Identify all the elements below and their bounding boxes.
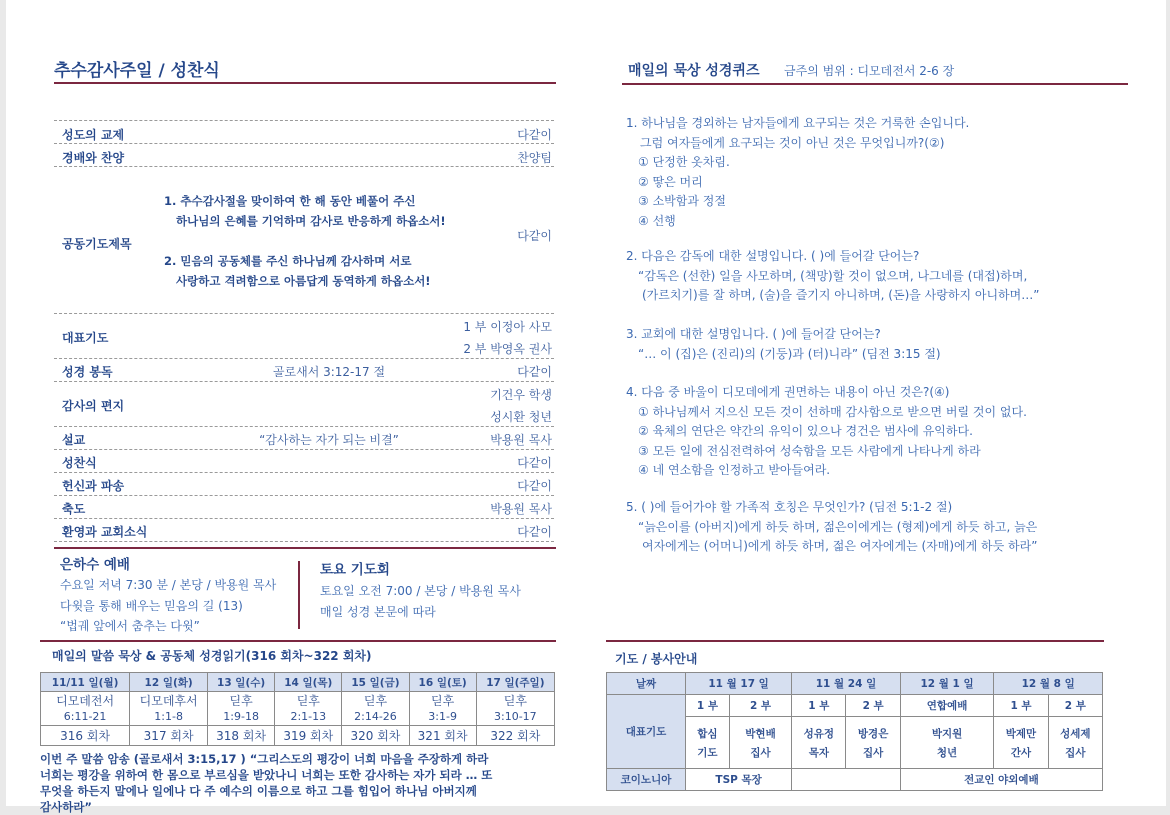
round-cell: 318 회차 bbox=[208, 725, 275, 745]
leader-role: 간사 bbox=[1010, 746, 1032, 759]
date-cell: 12 월 1 일 bbox=[900, 673, 994, 695]
leader-cell bbox=[792, 717, 846, 769]
quiz-line: ② 육체의 연단은 약간의 유익이 있으나 경건은 범사에 유익하다. bbox=[638, 424, 973, 438]
order-leader: 박용원 목사 bbox=[490, 433, 552, 447]
order-label: 감사의 편지 bbox=[62, 399, 125, 413]
service-cell: 1 부 bbox=[792, 695, 846, 717]
order-leader: 2 부 박영옥 권사 bbox=[463, 342, 552, 356]
order-label: 대표기도 bbox=[62, 331, 109, 345]
table-row bbox=[41, 692, 555, 710]
quiz-line: 5. ( )에 들어가야 할 가족적 호칭은 무엇인가? (딤전 5:1-2 절) bbox=[626, 500, 953, 514]
sermon-title: “감사하는 자가 되는 비결” bbox=[259, 433, 399, 447]
quiz-line: 3. 교회에 대한 설명입니다. ( )에 들어갈 단어는? bbox=[626, 327, 881, 341]
book-cell: 딛후 bbox=[208, 692, 275, 710]
quiz-line: 4. 다음 중 바울이 디모데에게 권면하는 내용이 아닌 것은?(④) bbox=[626, 385, 950, 399]
order-label: 성경 봉독 bbox=[62, 365, 113, 379]
prayer-schedule-table bbox=[606, 672, 1103, 791]
book-cell: 딛후 bbox=[342, 692, 409, 710]
order-leader: 기건우 학생 bbox=[490, 388, 552, 402]
leader-name: 박현배 bbox=[745, 727, 776, 740]
quiz-line: ④ 선행 bbox=[638, 213, 676, 228]
memory-verse-line: 이번 주 말씀 암송 (골로새서 3:15,17 ) “그리스도의 평강이 너희 마음을 주장하게 하라 bbox=[40, 752, 489, 766]
leader-name: 성유정 bbox=[803, 727, 835, 740]
order-label: 설교 bbox=[62, 433, 86, 447]
saturday-line: 매일 성경 본문에 따라 bbox=[320, 605, 436, 619]
round-cell: 319 회차 bbox=[275, 725, 342, 745]
vertical-divider bbox=[298, 561, 300, 629]
saturday-title: 토요 기도회 bbox=[320, 562, 390, 578]
range-cell: 2:1-13 bbox=[275, 709, 342, 725]
order-row bbox=[54, 496, 554, 519]
quiz-line: (가르치기)를 잘 하며, (술)을 즐기지 아니하며, (돈)을 사랑하지 아니하며…” bbox=[642, 288, 1040, 302]
round-cell: 322 회차 bbox=[476, 725, 554, 745]
date-cell: 12 월 8 일 bbox=[994, 673, 1103, 695]
quiz-line: ③ 모든 일에 전심전력하여 성숙함을 모든 사람에게 나타나게 하라 bbox=[638, 443, 981, 458]
leader-name: 성세제 bbox=[1060, 727, 1091, 740]
round-cell: 316 회차 bbox=[41, 725, 130, 745]
quiz-line: 여자에게는 (어머니)에게 하듯 하며, 젊은 여자에게는 (자매)에게 하듯 하라” bbox=[642, 539, 1038, 553]
service-cell: 2 부 bbox=[846, 695, 900, 717]
leader-cell bbox=[846, 717, 900, 769]
book-cell: 디모데전서 bbox=[41, 692, 130, 710]
range-cell: 1:1-8 bbox=[130, 709, 208, 725]
leader-name: 합심 bbox=[697, 727, 718, 740]
quiz-line: ② 땋은 머리 bbox=[638, 174, 703, 189]
order-leader: 다같이 bbox=[517, 479, 552, 493]
prayer-topic-line: 2. 믿음의 공동체를 주신 하나님께 감사하며 서로 bbox=[164, 254, 412, 268]
order-row bbox=[54, 382, 554, 427]
leader-role: 청년 bbox=[936, 746, 958, 759]
quiz-line: ③ 소박함과 정절 bbox=[638, 194, 726, 208]
leader-name: 방경은 bbox=[857, 727, 889, 740]
quiz-line: 1. 하나님을 경외하는 남자들에게 요구되는 것은 거룩한 손입니다. bbox=[626, 116, 970, 130]
wednesday-line: 수요일 저녁 7:30 분 / 본당 / 박용원 목사 bbox=[60, 578, 277, 592]
leader-role: 목자 bbox=[808, 746, 829, 759]
page-title: 추수감사주일 / 성찬식 bbox=[54, 61, 220, 81]
date-cell: 11 월 17 일 bbox=[686, 673, 792, 695]
order-leader: 다같이 bbox=[517, 128, 552, 142]
quiz-line: ① 단정한 옷차림. bbox=[638, 155, 730, 169]
order-label: 헌신과 파송 bbox=[62, 479, 125, 493]
section-divider bbox=[606, 640, 1104, 642]
prayer-topic-line: 하나님의 은혜를 기억하며 감사로 반응하게 하옵소서! bbox=[176, 214, 446, 228]
leader-role: 집사 bbox=[862, 746, 884, 759]
order-leader: 다같이 bbox=[517, 229, 552, 243]
quiz-range: 금주의 범위 : 디모데전서 2-6 장 bbox=[784, 64, 955, 78]
quiz-title: 매일의 묵상 성경퀴즈 bbox=[628, 63, 760, 79]
order-of-service bbox=[54, 120, 554, 542]
leader-cell bbox=[1048, 717, 1102, 769]
range-cell: 3:10-17 bbox=[476, 709, 554, 725]
round-cell: 321 회차 bbox=[409, 725, 476, 745]
round-cell: 320 회차 bbox=[342, 725, 409, 745]
book-cell: 딛후 bbox=[275, 692, 342, 710]
range-cell: 2:14-26 bbox=[342, 709, 409, 725]
reading-plan-table bbox=[40, 672, 555, 746]
service-cell: 2 부 bbox=[729, 695, 791, 717]
day-cell: 12 일(화) bbox=[130, 673, 208, 692]
memory-verse-line: 너희는 평강을 위하여 한 몸으로 부르심을 받았나니 너희는 또한 감사하는 자가 되라 … 또 bbox=[40, 768, 493, 782]
book-cell: 딛후 bbox=[409, 692, 476, 710]
order-label: 성도의 교제 bbox=[62, 128, 125, 142]
order-row bbox=[54, 473, 554, 496]
leader-name: 박제만 bbox=[1005, 727, 1037, 740]
leader-cell bbox=[994, 717, 1048, 769]
quiz-line: “… 이 (집)은 (진리)의 (기둥)과 (터)니라” (딤전 3:15 절) bbox=[638, 346, 941, 361]
leader-cell bbox=[900, 717, 994, 769]
order-label: 성찬식 bbox=[62, 456, 97, 470]
order-detail: 골로새서 3:12-17 절 bbox=[272, 365, 386, 379]
wednesday-title: 은하수 예배 bbox=[60, 557, 130, 573]
row-label: 대표기도 bbox=[607, 695, 686, 769]
day-cell: 11/11 일(월) bbox=[41, 673, 130, 692]
range-cell: 6:11-21 bbox=[41, 709, 130, 725]
order-row bbox=[54, 427, 554, 450]
leader-cell bbox=[686, 717, 730, 769]
range-cell: 3:1-9 bbox=[409, 709, 476, 725]
order-row bbox=[54, 359, 554, 382]
leader-role: 기도 bbox=[697, 746, 718, 759]
section-divider bbox=[54, 547, 556, 549]
date-cell: 11 월 24 일 bbox=[792, 673, 901, 695]
day-cell: 13 일(수) bbox=[208, 673, 275, 692]
quiz-line: 그럼 여자들에게 요구되는 것이 아닌 것은 무엇입니까?(②) bbox=[640, 135, 945, 150]
round-cell: 317 회차 bbox=[130, 725, 208, 745]
order-leader: 다같이 bbox=[517, 365, 552, 379]
quiz-question bbox=[626, 247, 1039, 306]
order-label: 공동기도제목 bbox=[62, 237, 132, 251]
saturday-line: 토요일 오전 7:00 / 본당 / 박용원 목사 bbox=[320, 584, 521, 598]
section-divider bbox=[40, 640, 556, 642]
table-row bbox=[607, 673, 1103, 695]
table-row bbox=[607, 695, 1103, 717]
book-cell: 딛후 bbox=[476, 692, 554, 710]
quiz-question bbox=[626, 383, 1027, 481]
memory-verse-line: 무엇을 하든지 말에나 일에나 다 주 예수의 이름으로 하고 그를 힘입어 하나님 아버지께 bbox=[40, 784, 477, 798]
table-row bbox=[607, 769, 1103, 791]
order-leader: 1 부 이정아 사모 bbox=[463, 320, 552, 334]
order-leader: 박용원 목사 bbox=[490, 502, 552, 516]
day-cell: 17 일(주일) bbox=[476, 673, 554, 692]
service-cell: 1 부 bbox=[994, 695, 1048, 717]
prayer-topic-line: 사랑하고 격려함으로 아름답게 동역하게 하옵소서! bbox=[176, 274, 431, 288]
quiz-question bbox=[626, 114, 969, 231]
title-divider bbox=[54, 82, 556, 84]
leader-cell bbox=[729, 717, 791, 769]
order-row bbox=[54, 120, 554, 144]
quiz-line: “늙은이를 (아버지)에게 하듯 하며, 젊은이에게는 (형제)에게 하듯 하고, 늙은 bbox=[638, 519, 1038, 534]
order-row-prayer-topics bbox=[54, 167, 554, 314]
order-row bbox=[54, 144, 554, 167]
order-leader: 성시환 청년 bbox=[490, 410, 552, 424]
order-label: 환영과 교회소식 bbox=[62, 525, 148, 539]
koinonia-cell: 전교인 야외예배 bbox=[900, 769, 1102, 791]
leader-role: 집사 bbox=[1065, 746, 1086, 759]
day-cell: 15 일(금) bbox=[342, 673, 409, 692]
wednesday-line: 다윗을 통해 배우는 믿음의 길 (13) bbox=[60, 599, 243, 613]
order-label: 축도 bbox=[62, 502, 86, 516]
order-row bbox=[54, 314, 554, 359]
service-cell: 1 부 bbox=[686, 695, 730, 717]
quiz-line: ④ 네 연소함을 인정하고 받아들여라. bbox=[638, 463, 831, 477]
bulletin-page bbox=[6, 0, 1166, 814]
leader-name: 박지원 bbox=[931, 727, 963, 740]
koinonia-label: 코이노니아 bbox=[607, 769, 686, 791]
day-cell: 16 일(토) bbox=[409, 673, 476, 692]
reading-plan-title: 매일의 말씀 묵상 & 공동체 성경읽기(316 회차~322 회차) bbox=[52, 649, 372, 663]
table-row bbox=[41, 673, 555, 692]
order-leader: 다같이 bbox=[517, 456, 552, 470]
range-cell: 1:9-18 bbox=[208, 709, 275, 725]
order-leader: 찬양팀 bbox=[517, 151, 552, 165]
order-label: 경배와 찬양 bbox=[62, 151, 125, 165]
table-row bbox=[41, 725, 555, 745]
koinonia-cell bbox=[792, 769, 901, 791]
order-row bbox=[54, 519, 554, 542]
prayer-topic-line: 1. 추수감사절을 맞이하여 한 해 동안 베풀어 주신 bbox=[164, 194, 416, 208]
quiz-question bbox=[626, 498, 1037, 557]
koinonia-cell: TSP 목장 bbox=[686, 769, 792, 791]
date-label: 날짜 bbox=[607, 673, 686, 695]
book-cell: 디모데후서 bbox=[130, 692, 208, 710]
wednesday-line: “법궤 앞에서 춤추는 다윗” bbox=[60, 619, 200, 633]
table-row bbox=[41, 709, 555, 725]
service-cell: 2 부 bbox=[1048, 695, 1102, 717]
prayer-title: 기도 / 봉사안내 bbox=[615, 652, 698, 666]
quiz-line: ① 하나님께서 지으신 모든 것이 선하매 감사함으로 받으면 버릴 것이 없다. bbox=[638, 404, 1027, 419]
quiz-divider bbox=[622, 83, 1128, 85]
memory-verse-line: 감사하라” bbox=[40, 800, 92, 814]
order-row bbox=[54, 450, 554, 473]
quiz-line: “감독은 (선한) 일을 사모하며, (책망)할 것이 없으며, 나그네를 (대접)하며, bbox=[638, 268, 1028, 283]
order-leader: 다같이 bbox=[517, 525, 552, 539]
leader-role: 집사 bbox=[750, 746, 771, 759]
day-cell: 14 일(목) bbox=[275, 673, 342, 692]
quiz-line: 2. 다음은 감독에 대한 설명입니다. ( )에 들어갈 단어는? bbox=[626, 249, 920, 263]
service-cell: 연합예배 bbox=[900, 695, 994, 717]
quiz-question bbox=[626, 325, 941, 364]
